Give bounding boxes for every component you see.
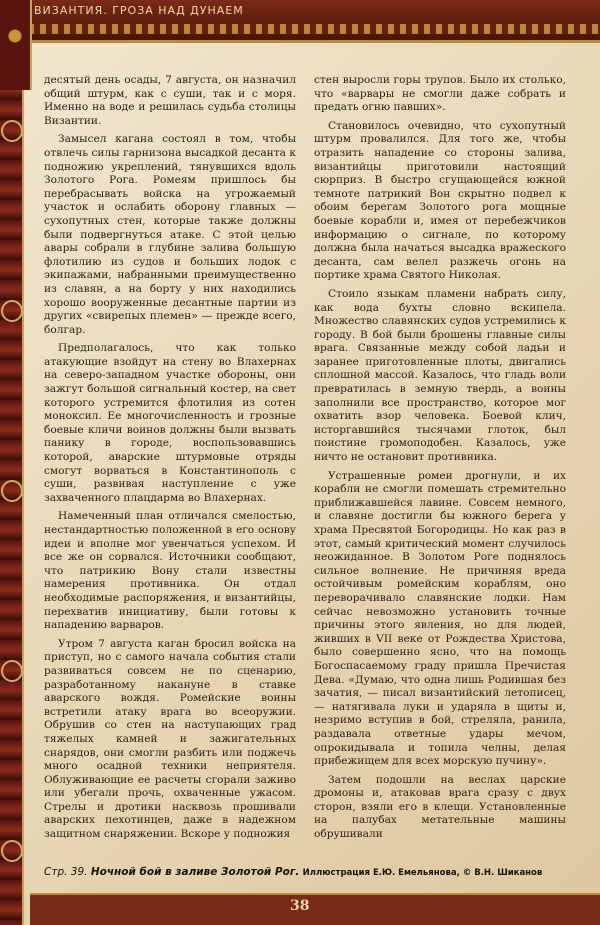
running-title: ВИЗАНТИЯ. ГРОЗА НАД ДУНАЕМ: [34, 4, 244, 17]
caption-page-ref: Стр. 39.: [44, 866, 88, 878]
paragraph: Затем подошли на веслах царские дромоны и, атаковав врага сразу с двух сторон, взяли его в клещи. Установленные на палубах метательные машины обрушивали: [314, 773, 566, 841]
page-header: [0, 0, 600, 43]
paragraph: стен выросли горы трупов. Было их столько, что «варвары не смогли даже собрать и предать огню павших».: [314, 74, 566, 114]
caption-title: Ночной бой в заливе Золотой Рог.: [90, 866, 300, 878]
illustration-caption: [44, 866, 574, 878]
knot-ornament-icon: [1, 480, 23, 502]
footer-ornament: [30, 893, 600, 925]
knot-ornament-icon: [1, 300, 23, 322]
page-number: 38: [290, 898, 310, 914]
text-column-right: [314, 74, 566, 864]
text-column-left: [44, 74, 296, 864]
left-ornamental-border: [0, 0, 24, 925]
paragraph: Замысел кагана состоял в том, чтобы отвлечь силы гарнизона высадкой десанта к подножию укреплений, тянувшихся вдоль Золотого Рога. Ромеям пришлось бы перебрасывать войска на угрожаемый участок и ослабить оборону главных — сухопутных стен, которые также должны были подвергнуться атаке. С этой целью авары собрали в глубине залива большую флотилию из судов и больших лодок с экипажами, набранными преимущественно из славян, а на борту у них находились хорошо вооруженные десантные партии из других «свирепых племен» — прежде всего, болгар.: [44, 133, 296, 336]
paragraph: Намеченный план отличался смелостью, нестандартностью положенной в его основу идеи и вполне мог увенчаться успехом. И все же он сорвался. Источники сообщают, что патрикию Вону стали известны намерения противника. Он отдал необходимые распоряжения, и византийцы, перехватив инициативу, были готовы к нападению варваров.: [44, 510, 296, 632]
paragraph: Становилось очевидно, что сухопутный штурм провалился. Для того же, чтобы отразить нападение со стороны залива, византийцы приготовили настоящий сюрприз. В быстро сгущающейся южной темноте патрикий Вон скрытно подвел к обоим берегам Золотого рога мощные боевые корабли и, имея от перебежчиков информацию о сигнале, по которому должна была начаться высадка вражеского десанта, сам велел разжечь огонь на портике храма Святого Николая.: [314, 119, 566, 282]
caption-credit: Иллюстрация Е.Ю. Емельянова, © В.Н. Шиканов: [302, 868, 543, 878]
paragraph: Утром 7 августа каган бросил войска на приступ, но с самого начала события стали развиваться совсем не по сценарию, разработанному накануне в ставке аварского вождя. Ромейские воины встретили атаку врага во всеоружии. Обрушив со стен на наступающих град тяжелых камней и зажигательных снарядов, они смогли разбить или поджечь много осадной техники неприятеля. Облуживающие ее расчеты сгорали заживо или убегали прочь, охваченные ужасом. Стрелы и дротики насквозь прошивали аварских пехотинцев, даже в надежном защитном снаряжении. Вскоре у подножия: [44, 637, 296, 841]
paragraph: Устрашенные ромеи дрогнули, и их корабли не смогли помешать стремительно приближавшейся лавине. Совсем немного, и славяне достигли бы южного берега у храма Пресвятой Богородицы. Но как раз в этот, самый критический момент случилось неожиданное. В Золотом Роге поднялось сильное волнение. Не причиняя вреда остойчивым ромейским кораблям, оно переворачивало славянские лодки. Нам сейчас невозможно установить точные причины этого явления, но для людей, живших в VII веке от Рождества Христова, было совершенно ясно, что на помощь Богоспасаемому граду пришла Пречистая Дева. «Думаю, что одна лишь Родившая без зачатия, — писал византийский летописец, — натягивала луки и ударяла в щиты и, незримо вступив в бой, стреляла, ранила, раздавала ответные удары мечом, опрокидывала и топила челны, делая прибежищем для всех морскую пучину».: [314, 469, 566, 768]
corner-ornament-icon: [0, 0, 32, 90]
paragraph: Предполагалось, что как только атакующие взойдут на стену во Влахернах на северо-западном участке обороны, они зажгут большой сигнальный костер, на свет которого устремится флотилия из сотен моноксил. Ее многочисленность и грозные боевые кличи воинов должны были вызвать панику в городе, воспользовавшись которой, аварские штурмовые отряды смогут ворваться в Константинополь с суши, развивая наступление с уже захваченного плацдарма во Влахернах.: [44, 342, 296, 504]
header-ornament: [28, 24, 600, 34]
paragraph: Стоило языкам пламени набрать силу, как вода бухты словно вскипела. Множество славянских судов устремились к городу. В бой были брошены главные силы врага. Связанные между собой ладьи и заранее приготовленные плоты, двигались сплошной массой. Казалось, что гладь воли превратилась в земную твердь, а воины заполнили все пространство, которое мог охватить взор человека. Боевой клич, исторгавшийся тысячами глоток, был поистине громоподобен. Казалось, уже ничто не остановит противника.: [314, 287, 566, 464]
paragraph: десятый день осады, 7 августа, он назначил общий штурм, как с суши, так и с моря. Именно на воде и решилась судьба столицы Византии.: [44, 74, 296, 127]
knot-ornament-icon: [1, 660, 23, 682]
knot-ornament-icon: [1, 840, 23, 862]
knot-ornament-icon: [1, 120, 23, 142]
